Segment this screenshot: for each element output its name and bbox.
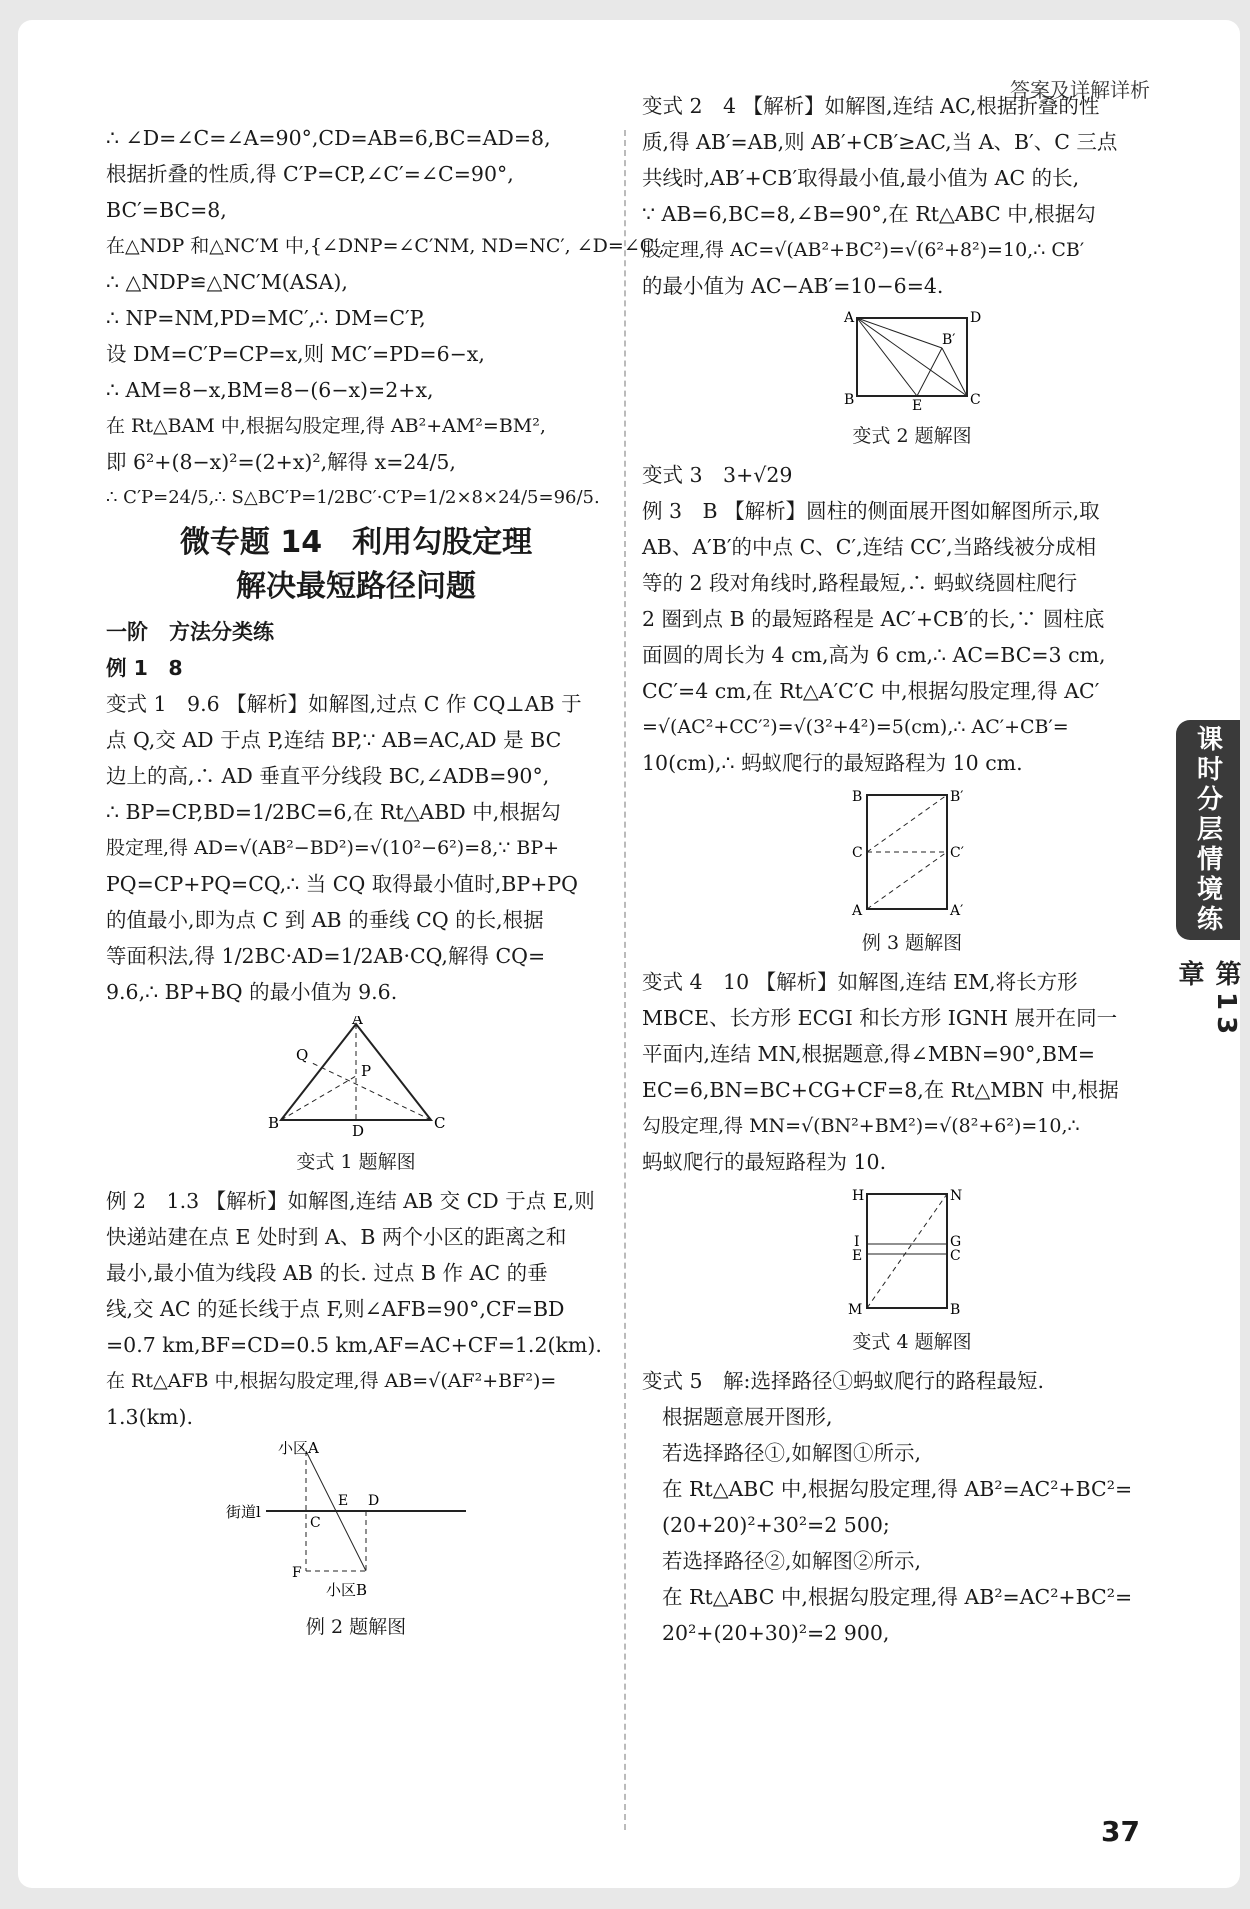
chapter-tab: 第13章 — [1174, 960, 1241, 1041]
text-line: 变式 4 10 【解析】如解图,连结 EM,将长方形 — [642, 970, 1078, 994]
text-line: 面圆的周长为 4 cm,高为 6 cm,∴ AC=BC=3 cm, — [642, 643, 1106, 667]
text-line: ∴ NP=NM,PD=MC′,∴ DM=C′P, — [106, 306, 426, 330]
solution-continued — [106, 120, 665, 516]
text-line: 根据题意展开图形, — [662, 1405, 833, 1429]
svg-text:B: B — [268, 1114, 280, 1132]
variant-1 — [106, 686, 606, 1010]
rectangle-fold-diagram — [842, 310, 982, 410]
figure-variant-1 — [106, 1016, 606, 1177]
text-line: PQ=CP+PQ=CQ,∴ 当 CQ 取得最小值时,BP+PQ — [106, 872, 578, 896]
variant-5 — [642, 1363, 1182, 1651]
text-line: 等的 2 段对角线时,路程最短,∴ 蚂蚁绕圆柱爬行 — [642, 571, 1078, 595]
text-line: 蚂蚁爬行的最短路程为 10. — [642, 1150, 887, 1174]
text-line: 平面内,连结 MN,根据题意,得∠MBN=90°,BM= — [642, 1042, 1096, 1066]
text-line: 在 Rt△ABC 中,根据勾股定理,得 AB²=AC²+BC²= — [662, 1585, 1133, 1609]
svg-text:C: C — [434, 1114, 446, 1132]
text-line: ∴ ∠D=∠C=∠A=90°,CD=AB=6,BC=AD=8, — [106, 126, 551, 150]
svg-text:E: E — [912, 398, 923, 410]
figure-example-3 — [642, 787, 1182, 958]
street-diagram — [226, 1441, 486, 1601]
svg-text:Q: Q — [296, 1046, 309, 1064]
text-line: 9.6,∴ BP+BQ 的最小值为 9.6. — [106, 980, 398, 1004]
fig2-label-street: 街道l — [226, 1503, 261, 1521]
figure-variant-2 — [642, 310, 1182, 451]
left-column — [106, 120, 665, 1648]
figure-caption: 变式 2 题解图 — [852, 425, 972, 447]
text-line: 股定理,得 AC=√(AB²+BC²)=√(6²+8²)=10,∴ CB′ — [642, 239, 1085, 261]
text-line: 变式 2 4 【解析】如解图,连结 AC,根据折叠的性 — [642, 94, 1100, 118]
text-line: 的最小值为 AC−AB′=10−6=4. — [642, 274, 944, 298]
text-line: 勾股定理,得 MN=√(BN²+BM²)=√(8²+6²)=10,∴ — [642, 1115, 1080, 1137]
fig2-label-c: C — [310, 1515, 321, 1531]
variant-3: 变式 3 3+√29 — [642, 463, 793, 487]
page-header: 答案及详解详析 — [1010, 78, 1150, 102]
text-line: BC′=BC=8, — [106, 198, 227, 222]
topic-subtitle: 解决最短路径问题 — [236, 569, 476, 604]
text-line: 在△NDP 和△NC′M 中,{∠DNP=∠C′NM, ND=NC′, ∠D=∠C′, — [106, 235, 665, 257]
text-line: 股定理,得 AD=√(AB²−BD²)=√(10²−6²)=8,∵ BP+ — [106, 837, 560, 859]
svg-text:A: A — [352, 1016, 363, 1028]
fig2-label-d: D — [368, 1493, 380, 1509]
text-line: 20²+(20+30)²=2 900, — [662, 1621, 890, 1645]
svg-text:B′: B′ — [942, 332, 956, 348]
svg-text:C: C — [950, 1248, 961, 1264]
svg-text:N: N — [950, 1188, 963, 1204]
text-line: 例 2 1.3 【解析】如解图,连结 AB 交 CD 于点 E,则 — [106, 1189, 595, 1213]
svg-text:C: C — [852, 845, 863, 861]
page — [18, 20, 1240, 1888]
text-line: 变式 1 9.6 【解析】如解图,过点 C 作 CQ⊥AB 于 — [106, 692, 582, 716]
example-2 — [106, 1183, 606, 1435]
figure-caption: 变式 1 题解图 — [296, 1151, 416, 1173]
text-line: =√(AC²+CC′²)=√(3²+4²)=5(cm),∴ AC′+CB′= — [642, 716, 1069, 738]
text-line: 即 6²+(8−x)²=(2+x)²,解得 x=24/5, — [106, 450, 456, 474]
variant-2 — [642, 88, 1182, 304]
text-line: 变式 5 解:选择路径①蚂蚁爬行的路程最短. — [642, 1369, 1044, 1393]
fig2-label-e: E — [338, 1493, 349, 1509]
svg-text:A′: A′ — [950, 903, 964, 917]
text-line: 的值最小,即为点 C 到 AB 的垂线 CQ 的长,根据 — [106, 908, 544, 932]
triangle-diagram — [266, 1016, 446, 1136]
svg-text:A: A — [852, 903, 863, 917]
svg-text:B′: B′ — [950, 789, 964, 805]
text-line: AB、A′B′的中点 C、C′,连结 CC′,当路线被分成相 — [642, 535, 1097, 559]
text-line: ∴ BP=CP,BD=1/2BC=6,在 Rt△ABD 中,根据勾 — [106, 800, 561, 824]
cylinder-unfold-diagram — [842, 787, 982, 917]
text-line: 快递站建在点 E 处时到 A、B 两个小区的距离之和 — [106, 1225, 567, 1249]
svg-text:P: P — [361, 1062, 372, 1080]
fig2-label-a: 小区A — [278, 1441, 319, 1457]
variant-4 — [642, 964, 1182, 1180]
text-line: ∵ AB=6,BC=8,∠B=90°,在 Rt△ABC 中,根据勾 — [642, 202, 1096, 226]
page-number: 37 — [1101, 1815, 1140, 1848]
text-line: 1.3(km). — [106, 1405, 193, 1429]
right-column — [642, 88, 1182, 1651]
fig2-label-f: F — [292, 1565, 302, 1581]
text-line: =0.7 km,BF=CD=0.5 km,AF=AC+CF=1.2(km). — [106, 1333, 602, 1357]
text-line: 在 Rt△ABC 中,根据勾股定理,得 AB²=AC²+BC²= — [662, 1477, 1133, 1501]
text-line: ∴ △NDP≌△NC′M(ASA), — [106, 270, 348, 294]
example-1: 例 1 8 — [106, 656, 183, 680]
text-line: 设 DM=C′P=CP=x,则 MC′=PD=6−x, — [106, 342, 485, 366]
text-line: 在 Rt△AFB 中,根据勾股定理,得 AB=√(AF²+BF²)= — [106, 1370, 557, 1392]
figure-caption: 例 3 题解图 — [861, 932, 963, 954]
text-line: 若选择路径①,如解图①所示, — [662, 1441, 922, 1465]
text-line: 根据折叠的性质,得 C′P=CP,∠C′=∠C=90°, — [106, 162, 514, 186]
svg-text:G: G — [950, 1234, 962, 1250]
topic-title: 微专题 14 利用勾股定理 — [179, 525, 533, 560]
box-unfold-diagram — [842, 1186, 982, 1316]
text-line: 质,得 AB′=AB,则 AB′+CB′≥AC,当 A、B′、C 三点 — [642, 130, 1118, 154]
text-line: 若选择路径②,如解图②所示, — [662, 1549, 922, 1573]
text-line: 在 Rt△BAM 中,根据勾股定理,得 AB²+AM²=BM², — [106, 415, 546, 437]
text-line: 共线时,AB′+CB′取得最小值,最小值为 AC 的长, — [642, 166, 1080, 190]
figure-caption: 变式 4 题解图 — [852, 1331, 972, 1353]
example-3 — [642, 493, 1182, 781]
svg-text:C: C — [970, 392, 981, 408]
svg-text:E: E — [852, 1248, 863, 1264]
text-line: 最小,最小值为线段 AB 的长. 过点 B 作 AC 的垂 — [106, 1261, 548, 1285]
svg-text:B: B — [852, 789, 863, 805]
svg-text:H: H — [852, 1188, 865, 1204]
figure-example-2 — [106, 1441, 606, 1642]
svg-text:C′: C′ — [950, 845, 964, 861]
section-heading: 一阶 方法分类练 — [106, 620, 274, 644]
text-line: ∴ AM=8−x,BM=8−(6−x)=2+x, — [106, 378, 434, 402]
svg-text:B: B — [844, 392, 855, 408]
fig2-label-b: 小区B — [326, 1581, 368, 1599]
svg-text:D: D — [352, 1122, 365, 1136]
figure-caption: 例 2 题解图 — [305, 1616, 407, 1638]
text-line: 边上的高,∴ AD 垂直平分线段 BC,∠ADB=90°, — [106, 764, 550, 788]
text-line: EC=6,BN=BC+CG+CF=8,在 Rt△MBN 中,根据 — [642, 1078, 1119, 1102]
text-line: 2 圈到点 B 的最短路程是 AC′+CB′的长,∵ 圆柱底 — [642, 607, 1105, 631]
svg-text:B: B — [950, 1302, 961, 1316]
text-line: ∴ C′P=24/5,∴ S△BC′P=1/2BC′·C′P=1/2×8×24/5=96/5. — [106, 487, 600, 508]
text-line: 等面积法,得 1/2BC·AD=1/2AB·CQ,解得 CQ= — [106, 944, 546, 968]
svg-text:D: D — [970, 310, 982, 326]
text-line: 点 Q,交 AD 于点 P,连结 BP,∵ AB=AC,AD 是 BC — [106, 728, 562, 752]
text-line: 例 3 B 【解析】圆柱的侧面展开图如解图所示,取 — [642, 499, 1100, 523]
side-tab: 课时分层情境练 — [1176, 720, 1240, 940]
text-line: (20+20)²+30²=2 500; — [662, 1513, 890, 1537]
text-line: CC′=4 cm,在 Rt△A′C′C 中,根据勾股定理,得 AC′ — [642, 679, 1100, 703]
svg-text:A: A — [844, 310, 855, 326]
figure-variant-4 — [642, 1186, 1182, 1357]
text-line: 线,交 AC 的延长线于点 F,则∠AFB=90°,CF=BD — [106, 1297, 565, 1321]
svg-text:M: M — [848, 1302, 863, 1316]
svg-text:I: I — [854, 1234, 860, 1250]
column-divider — [624, 130, 626, 1830]
text-line: 10(cm),∴ 蚂蚁爬行的最短路程为 10 cm. — [642, 751, 1023, 775]
text-line: MBCE、长方形 ECGI 和长方形 IGNH 展开在同一 — [642, 1006, 1118, 1030]
